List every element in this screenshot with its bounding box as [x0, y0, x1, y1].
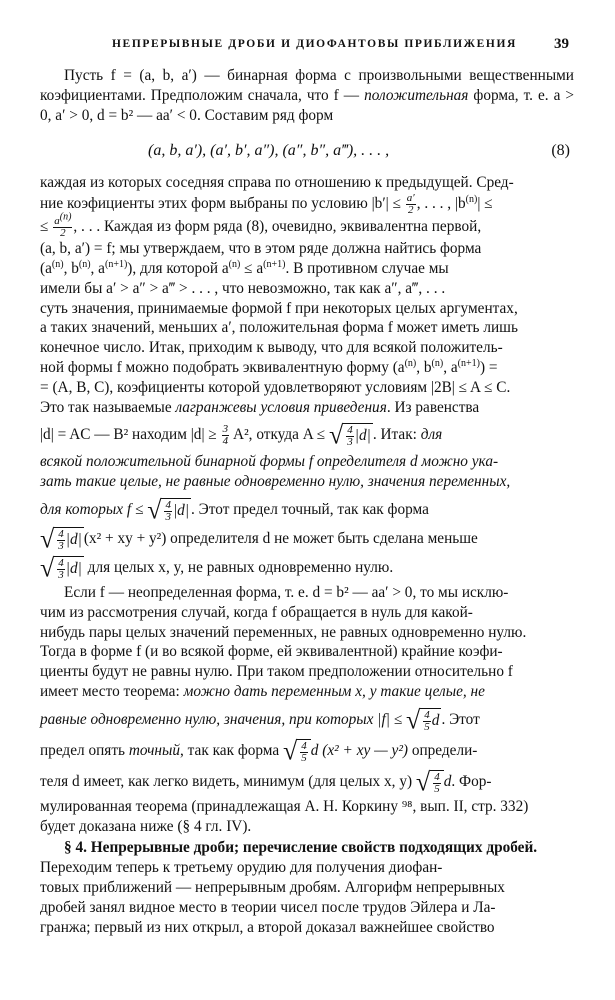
radical-sign: √	[283, 736, 298, 766]
section-4-line3: товых приближений — непрерывным дробям. Алгорифм непрерывных	[40, 878, 505, 896]
fraction-numerator: a′	[406, 192, 415, 205]
text: |d| = AC — B² находим |d| ≥	[40, 426, 221, 444]
text: d	[431, 711, 440, 729]
radical-sign: √	[415, 767, 431, 797]
fraction-denominator: 4	[222, 435, 229, 448]
section-4-heading-line	[40, 838, 574, 858]
text: (a	[40, 259, 52, 277]
para2-line3	[40, 211, 574, 240]
text: , . . . , |b	[416, 195, 466, 213]
radical-sign: √	[40, 553, 55, 583]
fraction-numerator: 4	[434, 770, 440, 783]
fraction	[406, 193, 416, 216]
equation-8	[40, 133, 574, 167]
fraction	[300, 741, 308, 764]
text: Это так называемые	[40, 398, 176, 416]
text: |d|	[354, 427, 371, 445]
para1-text-a: Пусть f = (a, b, a′) — бинарная форма с произвольными вещественными коэфициентами. Предположим сначала, что f —	[40, 67, 574, 104]
text: | ≤	[477, 195, 493, 213]
para3-line6	[40, 682, 574, 702]
square-root	[406, 705, 441, 735]
para3-line3: нибудь пары целых значений переменных, не равных одновременно нулю.	[40, 623, 527, 641]
para2-line14: всякой положительной бинарной формы f определителя d можно ука-	[40, 453, 499, 471]
superscript: (n)	[465, 194, 478, 206]
italic-text: для которых f ≤	[40, 500, 148, 518]
fraction	[346, 425, 354, 448]
text: A², откуда A ≤	[230, 426, 329, 444]
italic-text: лагранжевы условия приведения	[175, 398, 387, 416]
para2-line11: = (A, B, C), коэфициенты которой удовлетворяют условиям |2B| ≤ A ≤ C.	[40, 378, 511, 396]
text: . Этот	[441, 710, 480, 728]
fraction-denominator: 3	[58, 568, 64, 581]
text: , b	[416, 358, 432, 376]
para1-italic: положительная	[364, 86, 469, 104]
text: . Этот предел точный, так как форма	[191, 500, 429, 518]
italic-text: для	[420, 426, 443, 444]
fraction-numerator: 4	[347, 424, 353, 437]
fraction	[433, 772, 441, 795]
para2-line10	[40, 358, 574, 378]
fraction-denominator: 5	[301, 751, 307, 764]
radical-sign: √	[329, 420, 344, 450]
para3-line9	[40, 767, 574, 797]
paragraph-reduction	[40, 173, 574, 581]
text: . В противном случае мы	[285, 259, 449, 277]
text: , так как форма	[180, 741, 283, 759]
text: a	[54, 215, 60, 228]
text: ние коэфициенты этих форм выбраны по условию |b′| ≤	[40, 195, 405, 213]
fraction-numerator: 4	[301, 739, 307, 752]
fraction-denominator: 2	[408, 204, 414, 217]
section-4-line5: гранжа; первый из них открыл, а второй доказал важнейшее свойство	[40, 918, 495, 936]
fraction	[57, 529, 65, 552]
text: предел опять	[40, 741, 129, 759]
fraction-numerator: 4	[58, 527, 64, 540]
fraction-numerator: 4	[424, 708, 430, 721]
radicand	[430, 770, 444, 795]
square-root	[40, 524, 84, 554]
fraction	[164, 500, 172, 523]
para2-line1: каждая из которых соседняя справа по отношению к предыдущей. Сред-	[40, 174, 514, 192]
running-title: НЕПРЕРЫВНЫЕ ДРОБИ И ДИОФАНТОВЫ ПРИБЛИЖЕНИЯ	[112, 38, 517, 50]
superscript: (n+1)	[457, 357, 480, 369]
superscript: (n+1)	[104, 258, 128, 270]
text: |d|	[65, 530, 82, 548]
para2-line2	[40, 193, 574, 216]
para2-line5	[40, 259, 574, 279]
section-4-title: § 4. Непрерывные дроби; перечисление свойств подходящих дробей.	[64, 839, 538, 857]
para3-line10: мулированная теорема (принадлежащая А. Н. Коркину ⁹⁸, вып. II, стр. 332)	[40, 797, 529, 815]
text: d	[443, 772, 452, 790]
para3-line4: Тогда в форме f (и во всякой форме, ей эквивалентной) крайние коэфи-	[40, 643, 503, 661]
text: ), для которой a	[127, 259, 229, 277]
superscript: (n)	[59, 211, 72, 223]
radical-sign: √	[147, 495, 162, 525]
square-root	[415, 767, 444, 797]
para2-line13	[40, 420, 574, 450]
text: определи-	[408, 741, 478, 759]
fraction-denominator: 5	[434, 782, 440, 795]
section-4-line2: Переходим теперь к третьему орудию для получения диофан-	[40, 859, 443, 877]
text: ) =	[479, 358, 498, 376]
square-root	[40, 553, 84, 583]
fraction-numerator: 3	[222, 423, 229, 436]
para2-line9: конечное число. Итак, приходим к выводу, что для всякой положитель-	[40, 339, 503, 357]
text: имеет место теорема:	[40, 682, 184, 700]
para3-line11: будет доказана ниже (§ 4 гл. IV).	[40, 817, 252, 835]
paragraph-indefinite-form	[40, 583, 574, 836]
fraction	[57, 558, 65, 581]
fraction-denominator: 3	[58, 539, 64, 552]
text: d (x² + xy — y²)	[310, 741, 408, 759]
fraction-denominator: 3	[165, 510, 171, 523]
text: , a	[443, 358, 458, 376]
fraction-denominator: 2	[60, 227, 66, 240]
para2-line16	[40, 495, 574, 525]
radicand	[297, 739, 311, 764]
paragraph-positive-form	[40, 66, 574, 125]
text: (x² + xy + y²) определителя d не может быть сделана меньше	[83, 529, 478, 547]
para1-text-b: форма, т. е. a > 0, a′ > 0, d = b² — aa′ < 0. Составим ряд форм	[40, 86, 574, 124]
superscript: (n+1)	[263, 258, 286, 270]
superscript: (n)	[431, 357, 444, 369]
italic-text: можно дать переменным x, y такие целые, не	[183, 682, 485, 700]
page-number: 39	[554, 36, 569, 52]
para2-line7: суть значения, принимаемые формой f при некоторых целых аргументах,	[40, 299, 518, 317]
text: , b	[63, 259, 79, 277]
text: ≤	[40, 218, 53, 236]
fraction	[53, 211, 72, 240]
section-4-line4: дробей занял видное место в теории чисел после трудов Эйлера и Ла-	[40, 898, 496, 916]
square-root	[147, 495, 191, 525]
text: |d|	[65, 559, 82, 577]
fraction-denominator: 5	[424, 720, 430, 733]
square-root	[329, 420, 373, 450]
superscript: (n)	[78, 258, 91, 270]
radical-sign: √	[40, 524, 55, 554]
page-body	[40, 66, 574, 937]
para3-line5: циенты будут не равны нулю. При таком предположении относительно f	[40, 663, 513, 681]
section-4	[40, 838, 574, 937]
text: теля d имеет, как легко видеть, минимум (для целых x, y)	[40, 772, 416, 790]
text: ≤ a	[240, 259, 264, 277]
para3-line1: Если f — неопределенная форма, т. е. d = b² — aa′ > 0, то мы исклю-	[64, 583, 509, 601]
para2-line17	[40, 524, 574, 554]
radicand	[54, 527, 84, 552]
fraction-numerator: 4	[58, 556, 64, 569]
equation-8-sequence: (a, b, a′), (a′, b′, a″), (a″, b″, a‴), . . . ,	[148, 142, 390, 160]
text: ной формы f можно подобрать эквивалентную форму (a	[40, 358, 405, 376]
equation-8-number: (8)	[551, 142, 570, 160]
fraction-denominator: 3	[347, 436, 353, 449]
radicand	[54, 556, 84, 581]
radicand	[420, 708, 441, 733]
radicand	[343, 423, 373, 448]
square-root	[283, 736, 311, 766]
fraction-numerator: 4	[165, 498, 171, 511]
page-header	[0, 36, 615, 54]
superscript: (n)	[228, 258, 241, 270]
text: |d|	[172, 501, 190, 519]
text: , a	[90, 259, 105, 277]
para2-line8: а таких значений, меньших a′, положительная форма f может иметь лишь	[40, 319, 518, 337]
fraction	[423, 710, 431, 733]
text: для целых x, y, не равных одновременно нулю.	[83, 558, 394, 576]
para3-line2: чим из рассмотрения случай, когда f обращается в нуль для какой-	[40, 603, 473, 621]
text: . Фор-	[451, 772, 492, 790]
fraction	[222, 424, 230, 447]
para2-line15: зать такие целые, не равные одновременно нулю, значения переменных,	[40, 473, 511, 491]
para3-line7	[40, 705, 574, 735]
text: . Из равенства	[386, 398, 480, 416]
superscript: (n)	[404, 357, 417, 369]
text: . Итак:	[372, 426, 421, 444]
para2-line6: имели бы a′ > a″ > a‴ > . . . , что невозможно, так как a″, a‴, . . .	[40, 279, 446, 297]
para2-line18	[40, 553, 574, 583]
radicand	[161, 498, 191, 523]
para2-line4: (a, b, a′) = f; мы утверждаем, что в этом ряде должна найтись форма	[40, 240, 482, 258]
italic-text: точный	[128, 741, 181, 759]
para3-line8	[40, 736, 574, 766]
para2-line12	[40, 398, 574, 418]
radical-sign: √	[406, 705, 421, 735]
text: , . . . Каждая из форм ряда (8), очевидно, эквивалентна первой,	[73, 218, 482, 236]
italic-text: равные одновременно нулю, значения, при которых |f| ≤	[40, 710, 406, 728]
superscript: (n)	[51, 258, 64, 270]
